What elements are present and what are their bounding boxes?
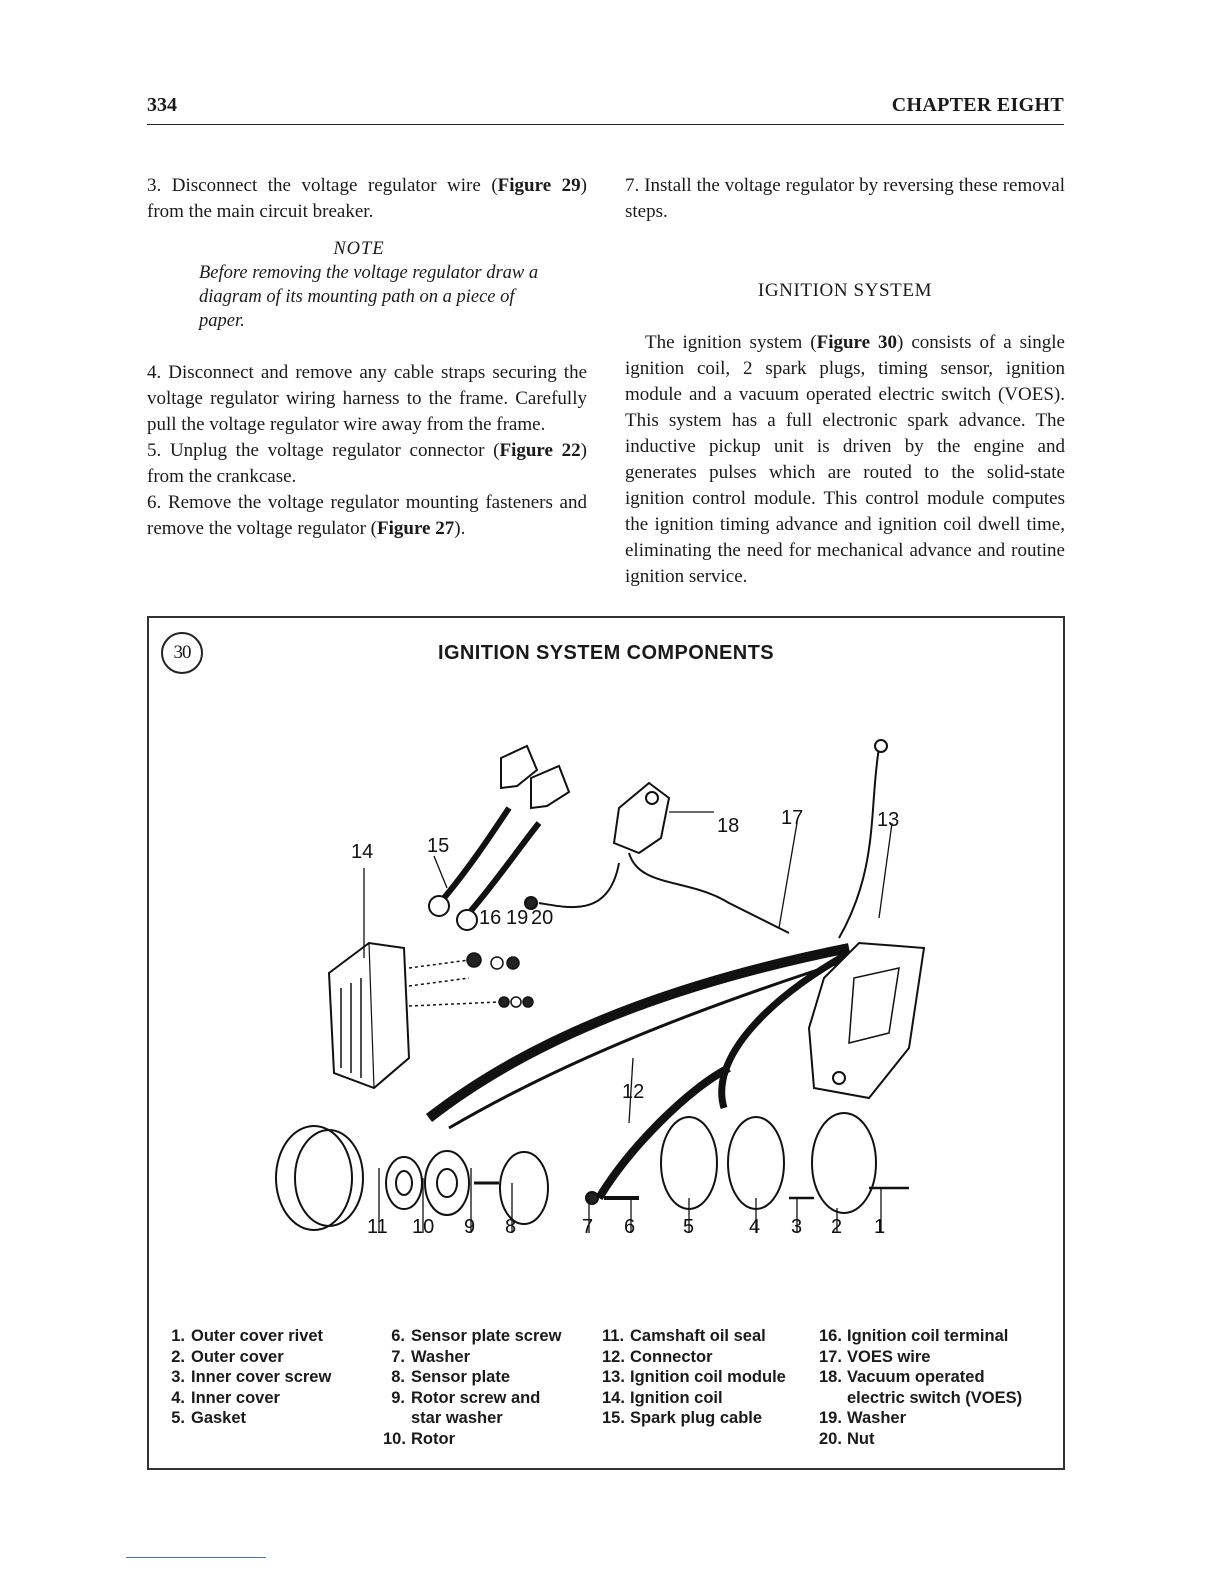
step-5: 5. Unplug the voltage regulator connector (Figure 22) from the crankcase. <box>147 440 587 487</box>
voes-switch-shape <box>525 783 789 933</box>
legend-item: 18. Vacuum operated <box>819 1368 985 1386</box>
figure-number-badge: 30 <box>161 632 203 674</box>
legend-item: 11. Camshaft oil seal <box>602 1327 766 1345</box>
callout-7: 7 <box>582 1216 594 1238</box>
footer-rule <box>126 1557 266 1558</box>
figure-ref: Figure 27 <box>377 518 455 539</box>
legend-item: 7. Washer <box>391 1347 470 1366</box>
callout-1: 1 <box>874 1216 886 1238</box>
step-6: 6. Remove the voltage regulator mounting fasteners and remove the voltage regulator (Figure 27). <box>147 492 587 539</box>
callout-16: 16 <box>479 907 502 929</box>
callout-6: 6 <box>624 1216 636 1238</box>
outer-cover-2-shape <box>276 1126 363 1230</box>
legend-item: 3. Inner cover screw <box>171 1368 332 1386</box>
callout-13: 13 <box>877 809 900 831</box>
callout-9: 9 <box>464 1216 476 1238</box>
callout-18: 18 <box>717 815 740 837</box>
sensor-plate-shape <box>500 1152 548 1224</box>
callout-12: 12 <box>622 1081 645 1103</box>
legend-column-3 <box>602 1326 786 1429</box>
legend-item: 17. VOES wire <box>819 1347 931 1366</box>
note-title: NOTE <box>333 239 385 259</box>
spark-plug-cable-shape <box>429 746 569 930</box>
callout-15: 15 <box>427 835 450 857</box>
step-4: 4. Disconnect and remove any cable straps securing the voltage regulator wiring harness to the frame. Carefully pull the voltage regulator wire away from the frame. <box>147 362 587 435</box>
legend-item: 9. Rotor screw and <box>391 1388 541 1407</box>
ignition-diagram <box>269 728 949 1238</box>
legend-column-2 <box>383 1326 561 1449</box>
legend-item: 2. Outer cover <box>171 1347 284 1366</box>
ground-wire-shape <box>839 748 879 938</box>
figure-title: IGNITION SYSTEM COMPONENTS <box>438 642 774 664</box>
left-column <box>147 173 587 542</box>
inner-cover-shape <box>728 1117 784 1209</box>
callout-20: 20 <box>531 907 554 929</box>
legend-item: 10. Rotor <box>383 1429 455 1448</box>
callout-11: 11 <box>367 1216 388 1238</box>
coil-terminal-hardware <box>409 953 533 1007</box>
ignition-coil-shape <box>329 943 409 1088</box>
step-7: 7. Install the voltage regulator by reversing these removal steps. <box>625 175 1065 222</box>
page-header <box>147 94 1064 125</box>
callout-17: 17 <box>781 807 804 829</box>
step-3: 3. Disconnect the voltage regulator wire (Figure 29) from the main circuit breaker. <box>147 175 587 222</box>
legend-item: 12. Connector <box>602 1347 713 1366</box>
callout-2: 2 <box>831 1216 843 1238</box>
ignition-paragraph: The ignition system (Figure 30) consists of a single ignition coil, 2 spark plugs, timing sensor, ignition module and a vacuum operated electric switch (VOES). This system has a full electronic spark advance. The inductive pickup unit is driven by the engine and generates pulses which are routed to the solid-state ignition control module. This control module computes the ignition timing advance and ignition coil dwell time, eliminating the need for mechanical advance and routine ignition service. <box>625 332 1065 587</box>
camshaft-seal-shape <box>386 1157 422 1209</box>
right-column <box>625 173 1065 590</box>
legend-item: 19. Washer <box>819 1409 906 1427</box>
legend-item: 15. Spark plug cable <box>602 1409 763 1427</box>
callout-19: 19 <box>506 907 529 929</box>
legend-item: 4. Inner cover <box>171 1388 280 1407</box>
figure-30 <box>147 616 1065 1470</box>
legend-item: electric switch (VOES) <box>847 1388 1023 1407</box>
legend-item: 5. Gasket <box>171 1409 247 1427</box>
gasket-shape <box>661 1117 717 1209</box>
callout-5: 5 <box>683 1216 695 1238</box>
legend-column-1 <box>163 1326 331 1429</box>
note-box <box>199 237 539 333</box>
figure-ref: Figure 22 <box>499 440 581 461</box>
chapter-title: CHAPTER EIGHT <box>891 94 1064 116</box>
outer-cover-shape <box>812 1113 876 1213</box>
figure-ref: Figure 30 <box>816 332 898 353</box>
legend-item: 13. Ignition coil module <box>602 1368 786 1386</box>
legend-item: 6. Sensor plate screw <box>391 1327 562 1345</box>
callout-4: 4 <box>749 1216 761 1238</box>
note-text: Before removing the voltage regulator draw a diagram of its mounting path on a piece of paper. <box>199 263 539 331</box>
legend-item: 16. Ignition coil terminal <box>819 1327 1009 1345</box>
legend-item: 8. Sensor plate <box>391 1368 511 1386</box>
callout-10: 10 <box>412 1216 435 1238</box>
callout-14: 14 <box>351 841 374 863</box>
legend-item: star washer <box>411 1409 503 1427</box>
legend-item: 1. Outer cover rivet <box>171 1327 324 1345</box>
legend-column-4 <box>819 1326 1022 1449</box>
callout-3: 3 <box>791 1216 803 1238</box>
legend-item: 20. Nut <box>819 1429 875 1448</box>
callout-8: 8 <box>505 1216 517 1238</box>
rotor-shape <box>425 1151 469 1215</box>
washer-shape <box>586 1192 598 1204</box>
figure-ref: Figure 29 <box>497 175 581 196</box>
legend-item: 14. Ignition coil <box>602 1388 723 1407</box>
page-number: 334 <box>147 94 177 116</box>
section-heading: IGNITION SYSTEM <box>757 280 933 301</box>
